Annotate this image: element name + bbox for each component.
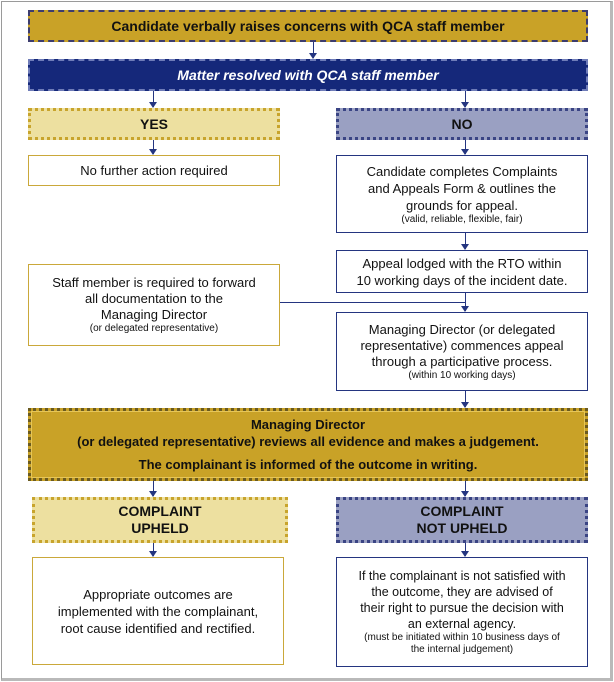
- md-commences-line1: Managing Director (or delegated: [368, 321, 556, 337]
- staff-forward-line1: Staff member is required to forward: [52, 275, 256, 290]
- complete-form-line3: grounds for appeal.: [405, 197, 519, 213]
- md-reviews-line1: Managing Director: [250, 417, 366, 432]
- yes-box: [28, 108, 280, 140]
- complete-form-line1: Candidate completes Complaints: [366, 163, 558, 179]
- arrow-to-upheld: [153, 481, 154, 496]
- staff-forward-line3: Managing Director: [100, 307, 208, 322]
- arrow-to-no: [465, 91, 466, 107]
- upheld-outcome-line3: root cause identified and rectified.: [60, 620, 256, 636]
- arrow-form-to-lodged: [465, 233, 466, 249]
- step-raise-concerns-text: Candidate verbally raises concerns with QCA staff member: [111, 18, 505, 34]
- complete-form-line2: and Appeals Form & outlines the: [368, 180, 556, 196]
- no-further-action-text: No further action required: [80, 163, 228, 178]
- upheld-outcome-box: [32, 557, 284, 665]
- arrow-yes-down: [153, 140, 154, 154]
- arrow-1: [313, 42, 314, 58]
- upheld-line2: UPHELD: [131, 520, 189, 536]
- yes-label: YES: [139, 116, 168, 132]
- upheld-outcome-line1: Appropriate outcomes are: [83, 586, 233, 602]
- not-upheld-outcome-line2: the outcome, they are advised of: [371, 585, 553, 599]
- not-upheld-outcome-note1: (must be initiated within 10 business days of: [364, 632, 560, 643]
- complete-form-note: (valid, reliable, flexible, fair): [401, 213, 523, 225]
- arrow-no-down: [465, 140, 466, 154]
- staff-forward-note: (or delegated representative): [89, 323, 219, 334]
- not-upheld-line2: NOT UPHELD: [416, 520, 508, 536]
- md-commences-line3: through a participative process.: [371, 353, 553, 369]
- step-matter-resolved-text: Matter resolved with QCA staff member: [177, 67, 439, 83]
- arrow-upheld-down: [153, 543, 154, 556]
- md-commences-line2: representative) commences appeal: [360, 337, 564, 353]
- md-commences-note: (within 10 working days): [408, 369, 516, 381]
- arrow-not-upheld-down: [465, 543, 466, 556]
- staff-forward-line2: all documentation to the: [84, 291, 224, 306]
- arrow-to-yes: [153, 91, 154, 107]
- not-upheld-outcome-box: [336, 557, 588, 667]
- not-upheld-outcome-line3: their right to pursue the decision with: [360, 601, 564, 615]
- no-label: NO: [451, 116, 473, 132]
- not-upheld-outcome-line1: If the complainant is not satisfied with: [358, 569, 566, 583]
- not-upheld-outcome-line4: an external agency.: [407, 617, 517, 631]
- connector-staff-to-flow: [280, 302, 466, 303]
- complaint-not-upheld-box: [336, 497, 588, 543]
- not-upheld-line1: COMPLAINT: [420, 503, 504, 519]
- appeal-lodged-line2: 10 working days of the incident date.: [356, 272, 568, 288]
- md-reviews-line3: The complainant is informed of the outcome in writing.: [138, 457, 478, 472]
- upheld-line1: COMPLAINT: [118, 503, 202, 519]
- complaint-upheld-box: [32, 497, 288, 543]
- md-reviews-box: [28, 408, 588, 481]
- no-further-action-box: [28, 155, 280, 186]
- md-reviews-line2: (or delegated representative) reviews all evidence and makes a judgement.: [77, 434, 539, 449]
- arrow-to-not-upheld: [465, 481, 466, 496]
- not-upheld-outcome-note2: the internal judgement): [410, 644, 514, 655]
- arrow-md-to-review: [465, 391, 466, 407]
- no-box: [336, 108, 588, 140]
- staff-forward-box: [28, 264, 280, 346]
- step-matter-resolved: [28, 59, 588, 91]
- appeal-lodged-box: [336, 250, 588, 293]
- complete-form-box: [336, 155, 588, 233]
- appeal-lodged-line1: Appeal lodged with the RTO within: [362, 255, 562, 271]
- upheld-outcome-line2: implemented with the complainant,: [57, 603, 259, 619]
- step-raise-concerns: [28, 10, 588, 42]
- md-commences-box: [336, 312, 588, 391]
